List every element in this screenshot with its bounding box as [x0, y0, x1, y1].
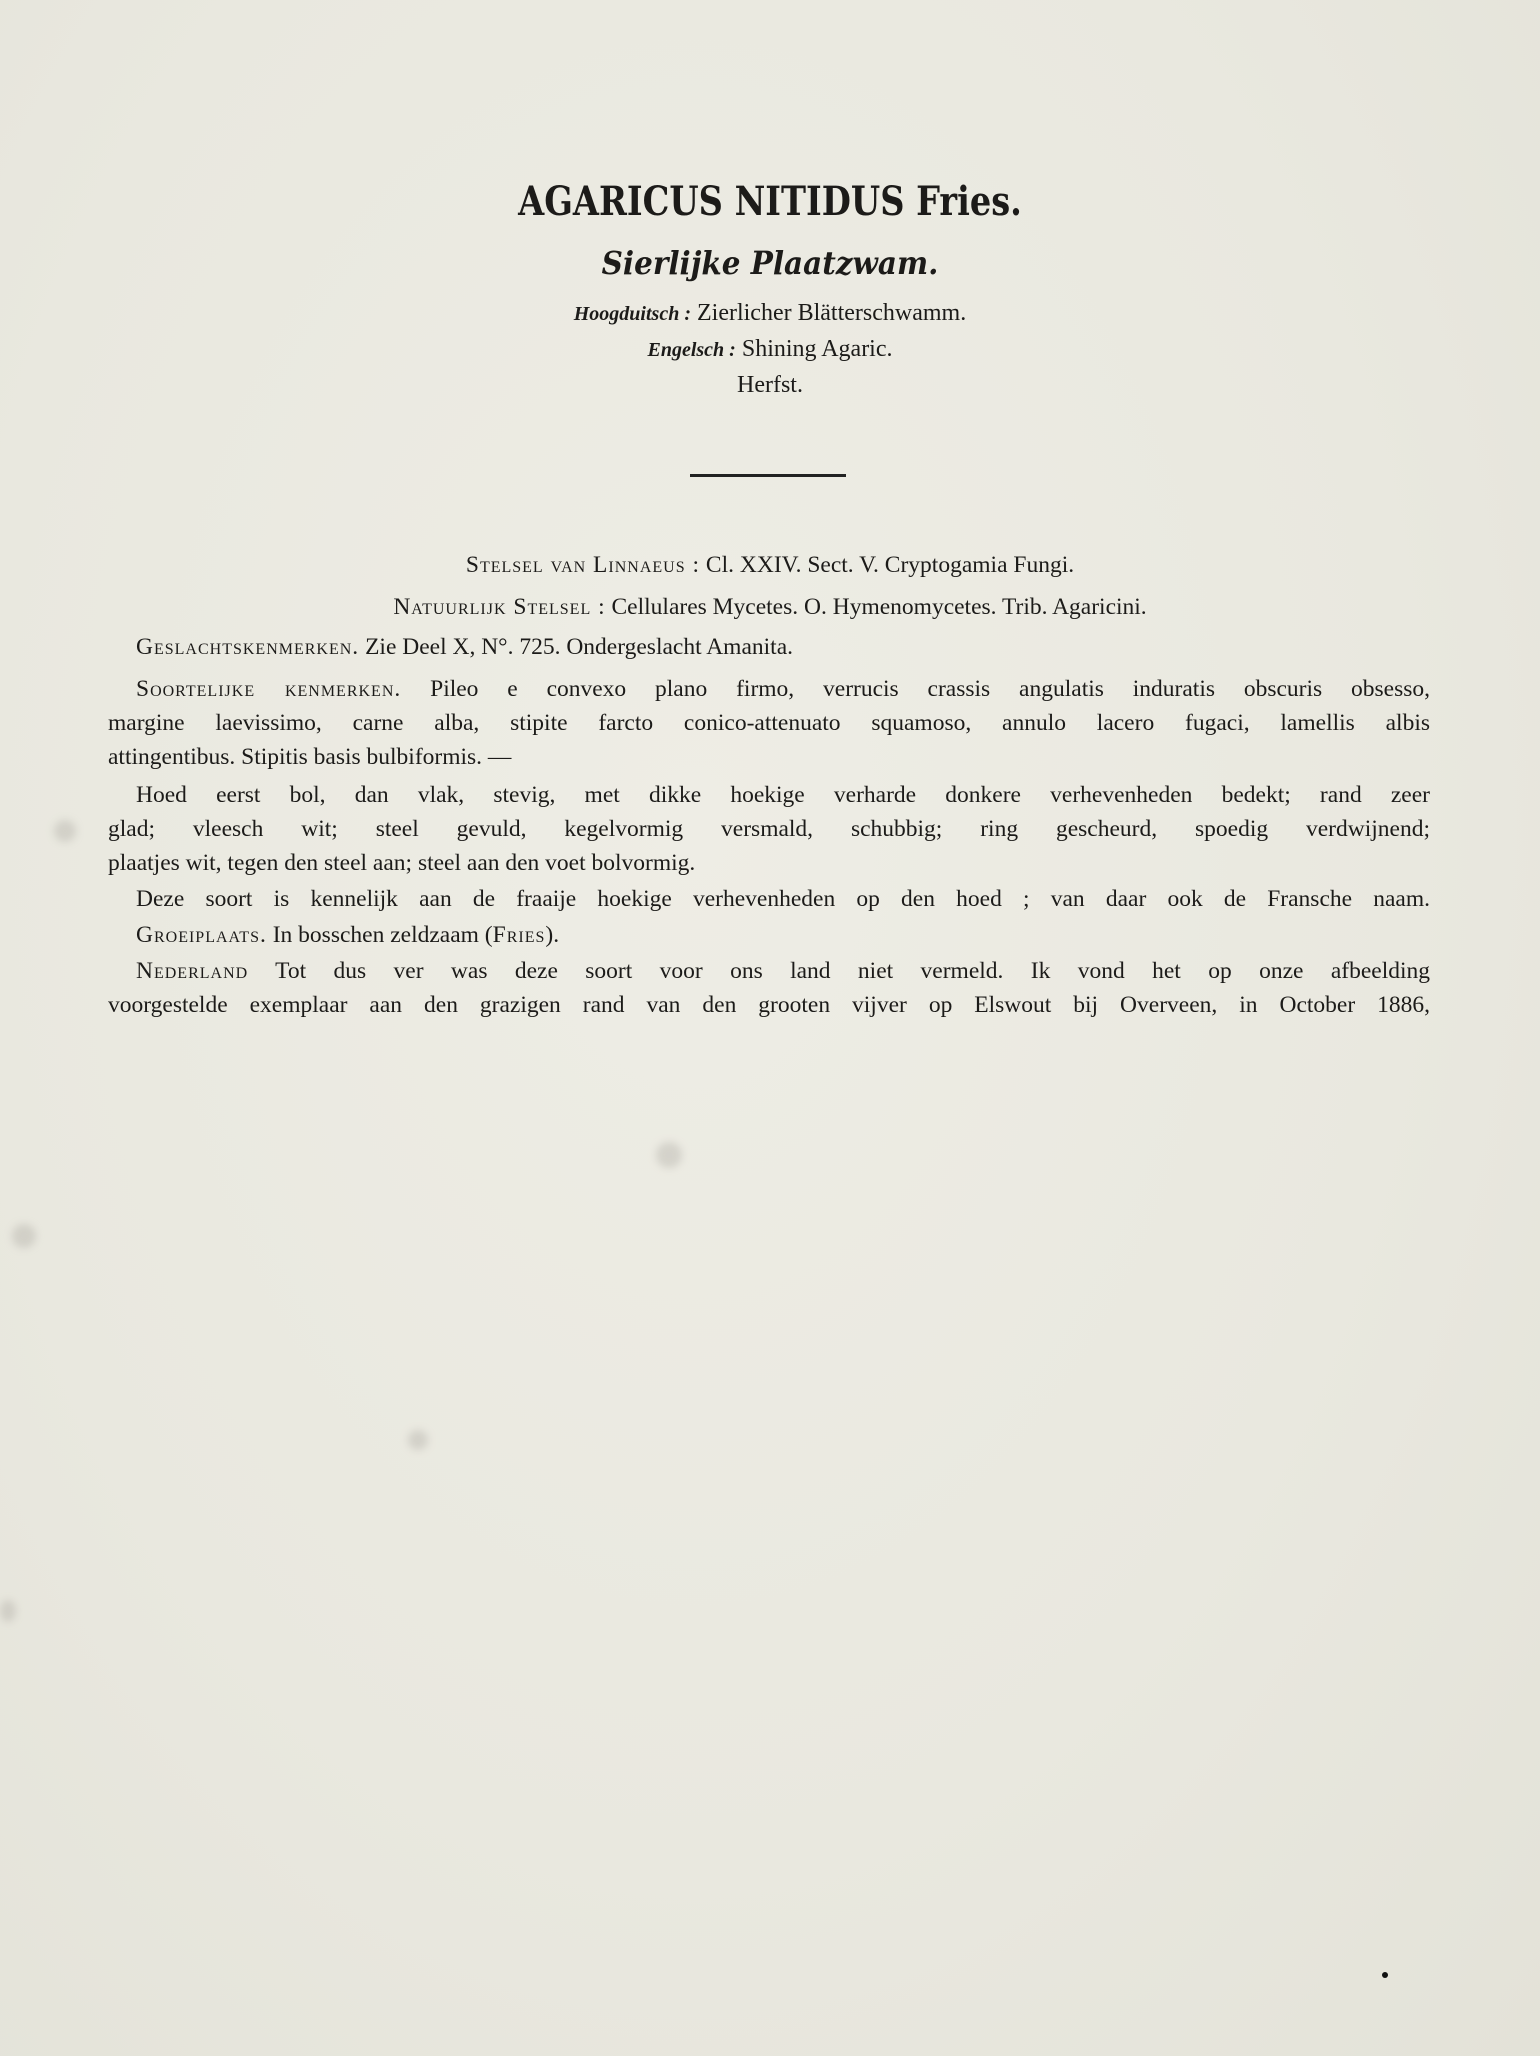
species-characteristics-line-2: margine laevissimo, carne alba, stipite farcto conico-attenuato squamoso, annulo lacero fugaci, lamellis albis [108, 710, 1430, 736]
english-name-line [0, 336, 1540, 363]
german-name: Zierlicher Blätterschwamm. [697, 300, 967, 326]
species-title: AGARICUS NITIDUS Fries. [518, 178, 1022, 225]
description-line-2: glad; vleesch wit; steel gevuld, kegelvormig versmald, schubbig; ring gescheurd, spoedig verdwijnend; [108, 816, 1430, 842]
dutch-common-name: Sierlijke Plaatzwam. [601, 244, 939, 282]
species-text-1: Pileo e convexo plano firmo, verrucis crassis angulatis induratis obscuris obsesso, [430, 676, 1431, 702]
linnaeus-label: Stelsel van Linnaeus : [465, 552, 701, 578]
species-characteristics-line-1 [136, 672, 1430, 706]
linnaeus-system-line [0, 548, 1540, 582]
habitat-close: ). [545, 922, 560, 948]
natural-system-line [0, 590, 1540, 624]
netherlands-label: Nederland [136, 958, 249, 984]
divider-rule [690, 474, 846, 477]
linnaeus-text: Cl. XXIV. Sect. V. Cryptogamia Fungi. [705, 552, 1075, 578]
netherlands-line-1 [136, 954, 1430, 988]
netherlands-line-2: voorgestelde exemplaar aan den grazigen rand van den grooten vijver op Elswout bij Overveen, in October 1886, [108, 992, 1430, 1018]
species-characteristics-line-3: attingentibus. Stipitis basis bulbiformis. — [108, 744, 512, 770]
habitat-text: In bosschen zeldzaam ( [272, 922, 493, 948]
habitat-line [136, 918, 1430, 952]
paper-spot [408, 1430, 428, 1450]
description-line-3: plaatjes wit, tegen den steel aan; steel aan den voet bolvormig. [108, 850, 696, 876]
natural-text: Cellulares Mycetes. O. Hymenomycetes. Trib. Agaricini. [611, 594, 1147, 620]
habitat-label: Groeiplaats. [136, 922, 267, 948]
german-label: Hoogduitsch : [573, 303, 691, 325]
note-line: Deze soort is kennelijk aan de fraaije hoekige verhevenheden op den hoed ; van daar ook de Fransche naam. [136, 886, 1430, 912]
paper-spot [656, 1142, 682, 1168]
german-name-line [0, 300, 1540, 327]
species-label: Soortelijke kenmerken. [136, 676, 402, 702]
genus-characteristics [136, 630, 1430, 664]
natural-label: Natuurlijk Stelsel : [393, 594, 606, 620]
ink-dot [1382, 1972, 1388, 1978]
paper-spot [54, 820, 76, 842]
season: Herfst. [737, 372, 803, 398]
description-line-1: Hoed eerst bol, dan vlak, stevig, met dikke hoekige verharde donkere verhevenheden bedekt; rand zeer [136, 782, 1430, 808]
paper-spot [12, 1224, 36, 1248]
english-label: Engelsch : [647, 339, 736, 361]
english-name: Shining Agaric. [741, 336, 893, 362]
habitat-author: Fries [492, 922, 546, 948]
netherlands-text-1: Tot dus ver was deze soort voor ons land niet vermeld. Ik vond het op onze afbeelding [275, 958, 1430, 984]
genus-text: Zie Deel X, N°. 725. Ondergeslacht Amanita. [365, 634, 793, 660]
genus-label: Geslachtskenmerken. [136, 634, 360, 660]
paper-spot [0, 1600, 16, 1622]
